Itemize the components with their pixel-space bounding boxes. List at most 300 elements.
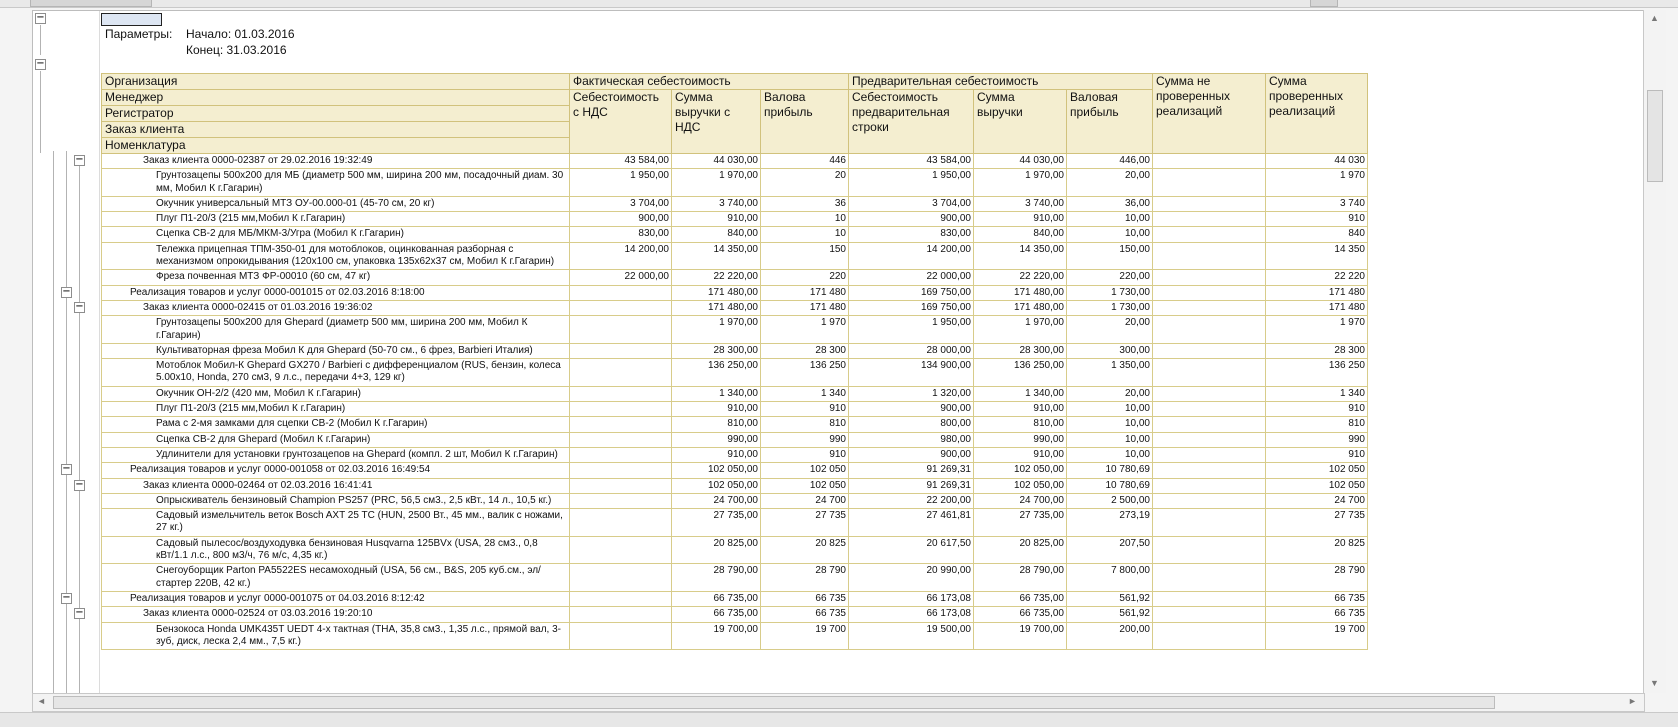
collapse-icon[interactable]: − — [36, 12, 45, 23]
row-value-b: 66 735,00 — [672, 607, 761, 622]
header-manager: Менеджер — [102, 90, 570, 106]
table-row[interactable] — [102, 402, 1368, 417]
row-value-g — [1153, 478, 1266, 493]
header-order: Заказ клиента — [102, 122, 570, 138]
table-row[interactable] — [102, 359, 1368, 387]
row-value-c: 20 825 — [761, 536, 849, 564]
scroll-down-icon[interactable]: ▼ — [1650, 678, 1659, 688]
row-value-a — [570, 463, 672, 478]
row-value-h: 1 970 — [1266, 316, 1368, 344]
row-value-e: 14 350,00 — [974, 242, 1067, 270]
table-row[interactable] — [102, 316, 1368, 344]
row-value-d: 91 269,31 — [849, 478, 974, 493]
row-value-b: 810,00 — [672, 417, 761, 432]
row-name: Сцепка СВ-2 для Ghepard (Мобил К г.Гагарин) — [102, 432, 570, 447]
row-value-f: 36,00 — [1067, 196, 1153, 211]
period-start: Начало: 01.03.2016 — [186, 27, 295, 41]
row-value-d: 1 950,00 — [849, 316, 974, 344]
row-value-h: 910 — [1266, 402, 1368, 417]
row-value-c: 28 790 — [761, 564, 849, 592]
row-value-f: 1 730,00 — [1067, 285, 1153, 300]
row-value-d: 28 000,00 — [849, 343, 974, 358]
table-row[interactable] — [102, 622, 1368, 650]
row-value-g — [1153, 607, 1266, 622]
row-value-h: 171 480 — [1266, 285, 1368, 300]
row-value-e: 990,00 — [974, 432, 1067, 447]
row-value-b: 1 340,00 — [672, 386, 761, 401]
row-value-h: 24 700 — [1266, 493, 1368, 508]
row-value-b: 66 735,00 — [672, 591, 761, 606]
header-actual-group: Фактическая себестоимость — [570, 74, 849, 90]
row-value-f: 10,00 — [1067, 432, 1153, 447]
row-value-b: 44 030,00 — [672, 154, 761, 169]
row-value-f: 1 350,00 — [1067, 359, 1153, 387]
header-actual-cost: Себестоимость с НДС — [570, 90, 672, 154]
row-value-e: 1 970,00 — [974, 316, 1067, 344]
row-name: Плуг П1-20/3 (215 мм,Мобил К г.Гагарин) — [102, 212, 570, 227]
row-value-d: 22 200,00 — [849, 493, 974, 508]
header-prelim-group: Предварительная себестоимость — [849, 74, 1153, 90]
row-name: Сцепка СВ-2 для МБ/МКМ-3/Угра (Мобил К г.Гагарин) — [102, 227, 570, 242]
row-value-d: 20 617,50 — [849, 536, 974, 564]
row-value-f: 150,00 — [1067, 242, 1153, 270]
vertical-scrollbar[interactable] — [1643, 10, 1666, 693]
row-value-a — [570, 316, 672, 344]
row-value-h: 102 050 — [1266, 463, 1368, 478]
row-value-c: 910 — [761, 402, 849, 417]
header-nomenclature: Номенклатура — [102, 138, 570, 154]
row-value-d: 134 900,00 — [849, 359, 974, 387]
row-name: Плуг П1-20/3 (215 мм,Мобил К г.Гагарин) — [102, 402, 570, 417]
row-value-a — [570, 478, 672, 493]
row-value-h: 66 735 — [1266, 607, 1368, 622]
row-value-f: 10,00 — [1067, 417, 1153, 432]
row-value-f: 561,92 — [1067, 591, 1153, 606]
row-name: Тележка прицепная ТПМ-350-01 для мотоблоков, оцинкованная разборная с механизмом опрокидывания (120х100 см, упаковка 135х62х37 см, Мобил К г.Гагарин) — [102, 242, 570, 270]
table-row[interactable] — [102, 227, 1368, 242]
row-value-d: 900,00 — [849, 447, 974, 462]
row-value-c: 24 700 — [761, 493, 849, 508]
row-value-b: 1 970,00 — [672, 169, 761, 197]
row-value-e: 44 030,00 — [974, 154, 1067, 169]
row-value-a: 830,00 — [570, 227, 672, 242]
row-value-b: 910,00 — [672, 402, 761, 417]
row-value-f: 207,50 — [1067, 536, 1153, 564]
status-bar — [0, 712, 1678, 727]
row-value-a — [570, 622, 672, 650]
row-value-c: 150 — [761, 242, 849, 270]
row-value-f: 20,00 — [1067, 316, 1153, 344]
row-value-d: 14 200,00 — [849, 242, 974, 270]
row-value-b: 20 825,00 — [672, 536, 761, 564]
group-row[interactable] — [102, 478, 1368, 493]
row-value-b: 840,00 — [672, 227, 761, 242]
row-value-h: 3 740 — [1266, 196, 1368, 211]
row-value-f: 10,00 — [1067, 227, 1153, 242]
row-value-a — [570, 359, 672, 387]
row-value-a: 22 000,00 — [570, 270, 672, 285]
row-value-f: 7 800,00 — [1067, 564, 1153, 592]
row-name: Мотоблок Мобил-К Ghepard GX270 / Barbieri с дифференциалом (RUS, бензин, колеса 5.00х10, Honda, 270 см3, 9 л.с., передачи 4+3, 129 кг) — [102, 359, 570, 387]
table-row[interactable] — [102, 270, 1368, 285]
row-value-b: 910,00 — [672, 212, 761, 227]
row-value-e: 910,00 — [974, 402, 1067, 417]
row-value-a — [570, 432, 672, 447]
header-prelim-cost: Себестоимость предварительная строки — [849, 90, 974, 154]
row-value-f: 220,00 — [1067, 270, 1153, 285]
scroll-thumb[interactable] — [53, 696, 1495, 709]
toolbar-button[interactable] — [30, 0, 152, 7]
toolbar — [0, 0, 1678, 8]
row-value-e: 910,00 — [974, 212, 1067, 227]
row-name: Реализация товаров и услуг 0000-001058 от 02.03.2016 16:49:54 — [102, 463, 570, 478]
row-value-g — [1153, 493, 1266, 508]
row-value-h: 20 825 — [1266, 536, 1368, 564]
row-value-a — [570, 493, 672, 508]
row-value-h: 136 250 — [1266, 359, 1368, 387]
row-value-d: 1 950,00 — [849, 169, 974, 197]
row-name: Реализация товаров и услуг 0000-001075 от 04.03.2016 8:12:42 — [102, 591, 570, 606]
scroll-left-icon[interactable]: ◄ — [37, 696, 46, 706]
row-value-h: 910 — [1266, 447, 1368, 462]
row-value-a — [570, 591, 672, 606]
row-value-h: 14 350 — [1266, 242, 1368, 270]
row-value-g — [1153, 343, 1266, 358]
row-name: Культиваторная фреза Мобил К для Ghepard (50-70 см., 6 фрез, Barbieri Италия) — [102, 343, 570, 358]
table-row[interactable] — [102, 169, 1368, 197]
collapse-icon[interactable]: − — [75, 607, 84, 618]
header-checked: Сумма проверенных реализаций — [1266, 74, 1368, 154]
row-value-h: 28 300 — [1266, 343, 1368, 358]
report-table — [101, 73, 1368, 650]
header-unchecked: Сумма не проверенных реализаций — [1153, 74, 1266, 154]
header-actual-profit: Валова прибыль — [761, 90, 849, 154]
collapse-icon[interactable]: − — [62, 592, 71, 603]
table-row[interactable] — [102, 509, 1368, 537]
row-value-g — [1153, 463, 1266, 478]
row-name: Окучник универсальный МТЗ ОУ-00.000-01 (45-70 см, 20 кг) — [102, 196, 570, 211]
table-row[interactable] — [102, 447, 1368, 462]
header-prelim-revenue: Сумма выручки — [974, 90, 1067, 154]
grouping-panel — [33, 11, 100, 694]
scroll-right-icon[interactable]: ► — [1628, 696, 1637, 706]
row-value-g — [1153, 154, 1266, 169]
row-value-g — [1153, 447, 1266, 462]
row-value-g — [1153, 212, 1266, 227]
row-value-c: 1 970 — [761, 316, 849, 344]
row-value-d: 91 269,31 — [849, 463, 974, 478]
row-name: Фреза почвенная МТЗ ФР-00010 (60 см, 47 кг) — [102, 270, 570, 285]
row-value-b: 171 480,00 — [672, 300, 761, 315]
row-value-d: 22 000,00 — [849, 270, 974, 285]
row-value-h: 990 — [1266, 432, 1368, 447]
row-value-b: 28 300,00 — [672, 343, 761, 358]
scroll-thumb[interactable] — [1647, 90, 1663, 182]
row-value-e: 910,00 — [974, 447, 1067, 462]
row-value-b: 102 050,00 — [672, 463, 761, 478]
row-value-e: 171 480,00 — [974, 285, 1067, 300]
row-value-c: 66 735 — [761, 607, 849, 622]
row-value-b: 27 735,00 — [672, 509, 761, 537]
row-value-c: 102 050 — [761, 463, 849, 478]
table-row[interactable] — [102, 417, 1368, 432]
selected-cell[interactable] — [101, 13, 162, 26]
row-value-d: 66 173,08 — [849, 607, 974, 622]
row-value-f: 300,00 — [1067, 343, 1153, 358]
row-name: Грунтозацепы 500х200 для МБ (диаметр 500 мм, ширина 200 мм, посадочный диам. 30 мм, Мобил К г.Гагарин) — [102, 169, 570, 197]
period-end: Конец: 31.03.2016 — [186, 43, 287, 57]
row-name: Рама с 2-мя замками для сцепки СВ-2 (Мобил К г.Гагарин) — [102, 417, 570, 432]
parameters-label: Параметры: — [105, 27, 173, 41]
group-row[interactable] — [102, 607, 1368, 622]
row-value-a: 3 704,00 — [570, 196, 672, 211]
header-row — [102, 74, 1368, 90]
row-value-d: 27 461,81 — [849, 509, 974, 537]
group-row[interactable] — [102, 300, 1368, 315]
row-value-a: 43 584,00 — [570, 154, 672, 169]
row-value-e: 22 220,00 — [974, 270, 1067, 285]
table-row[interactable] — [102, 432, 1368, 447]
row-value-g — [1153, 402, 1266, 417]
row-value-h: 1 340 — [1266, 386, 1368, 401]
row-value-f: 561,92 — [1067, 607, 1153, 622]
row-value-c: 220 — [761, 270, 849, 285]
collapse-icon[interactable]: − — [75, 479, 84, 490]
row-value-b: 1 970,00 — [672, 316, 761, 344]
row-value-a — [570, 386, 672, 401]
row-value-c: 810 — [761, 417, 849, 432]
row-value-h: 840 — [1266, 227, 1368, 242]
row-value-f: 1 730,00 — [1067, 300, 1153, 315]
row-value-a — [570, 343, 672, 358]
row-value-b: 102 050,00 — [672, 478, 761, 493]
row-value-d: 66 173,08 — [849, 591, 974, 606]
row-name: Окучник ОН-2/2 (420 мм, Мобил К г.Гагарин) — [102, 386, 570, 401]
row-value-a — [570, 300, 672, 315]
row-value-c: 171 480 — [761, 300, 849, 315]
row-value-h: 910 — [1266, 212, 1368, 227]
collapse-icon[interactable]: − — [36, 58, 45, 69]
row-value-e: 28 790,00 — [974, 564, 1067, 592]
row-value-a — [570, 417, 672, 432]
row-value-e: 27 735,00 — [974, 509, 1067, 537]
row-value-h: 810 — [1266, 417, 1368, 432]
row-value-g — [1153, 196, 1266, 211]
row-value-d: 900,00 — [849, 212, 974, 227]
row-value-e: 66 735,00 — [974, 607, 1067, 622]
row-value-a: 900,00 — [570, 212, 672, 227]
row-value-e: 3 740,00 — [974, 196, 1067, 211]
group-row[interactable] — [102, 463, 1368, 478]
row-value-b: 22 220,00 — [672, 270, 761, 285]
row-value-b: 3 740,00 — [672, 196, 761, 211]
row-value-a — [570, 607, 672, 622]
horizontal-scrollbar[interactable] — [32, 693, 1645, 712]
scroll-up-icon[interactable]: ▲ — [1650, 13, 1659, 23]
row-value-a — [570, 402, 672, 417]
row-value-e: 840,00 — [974, 227, 1067, 242]
row-value-e: 28 300,00 — [974, 343, 1067, 358]
row-value-g — [1153, 242, 1266, 270]
table-row[interactable] — [102, 196, 1368, 211]
row-value-h: 22 220 — [1266, 270, 1368, 285]
row-value-c: 102 050 — [761, 478, 849, 493]
collapse-icon[interactable]: − — [75, 154, 84, 165]
row-value-b: 990,00 — [672, 432, 761, 447]
row-value-g — [1153, 417, 1266, 432]
row-value-g — [1153, 300, 1266, 315]
row-value-c: 446 — [761, 154, 849, 169]
row-value-h: 102 050 — [1266, 478, 1368, 493]
group-row[interactable] — [102, 285, 1368, 300]
row-name: Садовый измельчитель веток Bosch AXT 25 TC (HUN, 2500 Вт., 45 мм., валик с ножами, 27 кг.) — [102, 509, 570, 537]
row-value-c: 1 340 — [761, 386, 849, 401]
row-name: Садовый пылесос/воздуходувка бензиновая Husqvarna 125BVx (USA, 28 см3., 0,8 кВт/1.1 л.с., 800 м3/ч, 76 м/с, 4,35 кг.) — [102, 536, 570, 564]
row-value-b: 28 790,00 — [672, 564, 761, 592]
group-row[interactable] — [102, 591, 1368, 606]
row-name: Заказ клиента 0000-02415 от 01.03.2016 19:36:02 — [102, 300, 570, 315]
table-row[interactable] — [102, 343, 1368, 358]
row-value-e: 24 700,00 — [974, 493, 1067, 508]
row-value-e: 19 700,00 — [974, 622, 1067, 650]
row-value-e: 810,00 — [974, 417, 1067, 432]
row-value-e: 102 050,00 — [974, 463, 1067, 478]
row-value-c: 20 — [761, 169, 849, 197]
row-value-a — [570, 564, 672, 592]
row-value-e: 20 825,00 — [974, 536, 1067, 564]
table-row[interactable] — [102, 212, 1368, 227]
row-value-c: 66 735 — [761, 591, 849, 606]
row-name: Опрыскиватель бензиновый Champion PS257 (PRC, 56,5 см3., 2,5 кВт., 14 л., 10,5 кг.) — [102, 493, 570, 508]
row-value-f: 10,00 — [1067, 402, 1153, 417]
row-value-g — [1153, 227, 1266, 242]
row-value-h: 19 700 — [1266, 622, 1368, 650]
row-value-d: 169 750,00 — [849, 285, 974, 300]
row-value-c: 990 — [761, 432, 849, 447]
row-name: Грунтозацепы 500х200 для Ghepard (диаметр 500 мм, ширина 200 мм, Мобил К г.Гагарин) — [102, 316, 570, 344]
row-value-c: 36 — [761, 196, 849, 211]
header-prelim-profit: Валовая прибыль — [1067, 90, 1153, 154]
group-row[interactable] — [102, 154, 1368, 169]
row-name: Удлинители для установки грунтозацепов на Ghepard (компл. 2 шт, Мобил К г.Гагарин) — [102, 447, 570, 462]
row-value-h: 1 970 — [1266, 169, 1368, 197]
row-value-b: 14 350,00 — [672, 242, 761, 270]
row-value-b: 136 250,00 — [672, 359, 761, 387]
row-value-a: 1 950,00 — [570, 169, 672, 197]
row-name: Заказ клиента 0000-02524 от 03.03.2016 19:20:10 — [102, 607, 570, 622]
header-registrar: Регистратор — [102, 106, 570, 122]
row-value-f: 10,00 — [1067, 212, 1153, 227]
row-value-e: 171 480,00 — [974, 300, 1067, 315]
row-value-e: 1 340,00 — [974, 386, 1067, 401]
row-value-f: 2 500,00 — [1067, 493, 1153, 508]
header-organization: Организация — [102, 74, 570, 90]
row-value-g — [1153, 359, 1266, 387]
row-value-g — [1153, 316, 1266, 344]
row-value-g — [1153, 536, 1266, 564]
row-value-d: 900,00 — [849, 402, 974, 417]
row-value-b: 19 700,00 — [672, 622, 761, 650]
row-value-g — [1153, 622, 1266, 650]
row-value-b: 171 480,00 — [672, 285, 761, 300]
row-value-e: 102 050,00 — [974, 478, 1067, 493]
row-value-d: 43 584,00 — [849, 154, 974, 169]
row-value-f: 10 780,69 — [1067, 463, 1153, 478]
row-value-e: 1 970,00 — [974, 169, 1067, 197]
row-value-g — [1153, 564, 1266, 592]
row-value-f: 446,00 — [1067, 154, 1153, 169]
row-value-c: 136 250 — [761, 359, 849, 387]
table-row[interactable] — [102, 386, 1368, 401]
row-name: Заказ клиента 0000-02387 от 29.02.2016 19:32:49 — [102, 154, 570, 169]
row-value-f: 10,00 — [1067, 447, 1153, 462]
row-value-d: 1 320,00 — [849, 386, 974, 401]
row-value-g — [1153, 591, 1266, 606]
row-value-e: 136 250,00 — [974, 359, 1067, 387]
row-value-c: 10 — [761, 212, 849, 227]
row-value-d: 20 990,00 — [849, 564, 974, 592]
row-name: Реализация товаров и услуг 0000-001015 от 02.03.2016 8:18:00 — [102, 285, 570, 300]
collapse-icon[interactable]: − — [62, 463, 71, 474]
row-value-g — [1153, 169, 1266, 197]
table-row[interactable] — [102, 536, 1368, 564]
row-name: Снегоуборщик Parton PA5522ES несамоходный (USA, 56 см., B&S, 205 куб.см., эл/стартер 220В, 42 кг.) — [102, 564, 570, 592]
row-value-d: 830,00 — [849, 227, 974, 242]
row-value-g — [1153, 432, 1266, 447]
collapse-icon[interactable]: − — [62, 286, 71, 297]
row-value-e: 66 735,00 — [974, 591, 1067, 606]
collapse-icon[interactable]: − — [75, 301, 84, 312]
row-value-d: 800,00 — [849, 417, 974, 432]
row-value-f: 10 780,69 — [1067, 478, 1153, 493]
row-value-h: 66 735 — [1266, 591, 1368, 606]
row-value-a — [570, 509, 672, 537]
row-value-c: 27 735 — [761, 509, 849, 537]
row-value-a — [570, 285, 672, 300]
row-value-a: 14 200,00 — [570, 242, 672, 270]
row-value-b: 24 700,00 — [672, 493, 761, 508]
row-value-f: 20,00 — [1067, 386, 1153, 401]
row-value-h: 28 790 — [1266, 564, 1368, 592]
row-value-a — [570, 447, 672, 462]
row-value-a — [570, 536, 672, 564]
row-name: Бензокоса Honda UMK435T UEDT 4-х тактная (THA, 35,8 см3., 1,35 л.с., прямой вал, 3-зуб, диск, леска 2,4 мм., 7,5 кг.) — [102, 622, 570, 650]
row-value-g — [1153, 285, 1266, 300]
row-value-b: 910,00 — [672, 447, 761, 462]
toolbar-button[interactable] — [1310, 0, 1338, 7]
row-value-f: 200,00 — [1067, 622, 1153, 650]
table-row[interactable] — [102, 564, 1368, 592]
row-value-g — [1153, 509, 1266, 537]
table-row[interactable] — [102, 242, 1368, 270]
table-row[interactable] — [102, 493, 1368, 508]
row-value-g — [1153, 270, 1266, 285]
row-value-d: 19 500,00 — [849, 622, 974, 650]
row-value-h: 44 030 — [1266, 154, 1368, 169]
row-name: Заказ клиента 0000-02464 от 02.03.2016 16:41:41 — [102, 478, 570, 493]
header-actual-revenue: Сумма выручки с НДС — [672, 90, 761, 154]
row-value-c: 910 — [761, 447, 849, 462]
report-area — [32, 10, 1645, 695]
row-value-d: 980,00 — [849, 432, 974, 447]
row-value-d: 3 704,00 — [849, 196, 974, 211]
row-value-d: 169 750,00 — [849, 300, 974, 315]
row-value-c: 19 700 — [761, 622, 849, 650]
row-value-c: 10 — [761, 227, 849, 242]
row-value-f: 273,19 — [1067, 509, 1153, 537]
row-value-h: 171 480 — [1266, 300, 1368, 315]
row-value-f: 20,00 — [1067, 169, 1153, 197]
